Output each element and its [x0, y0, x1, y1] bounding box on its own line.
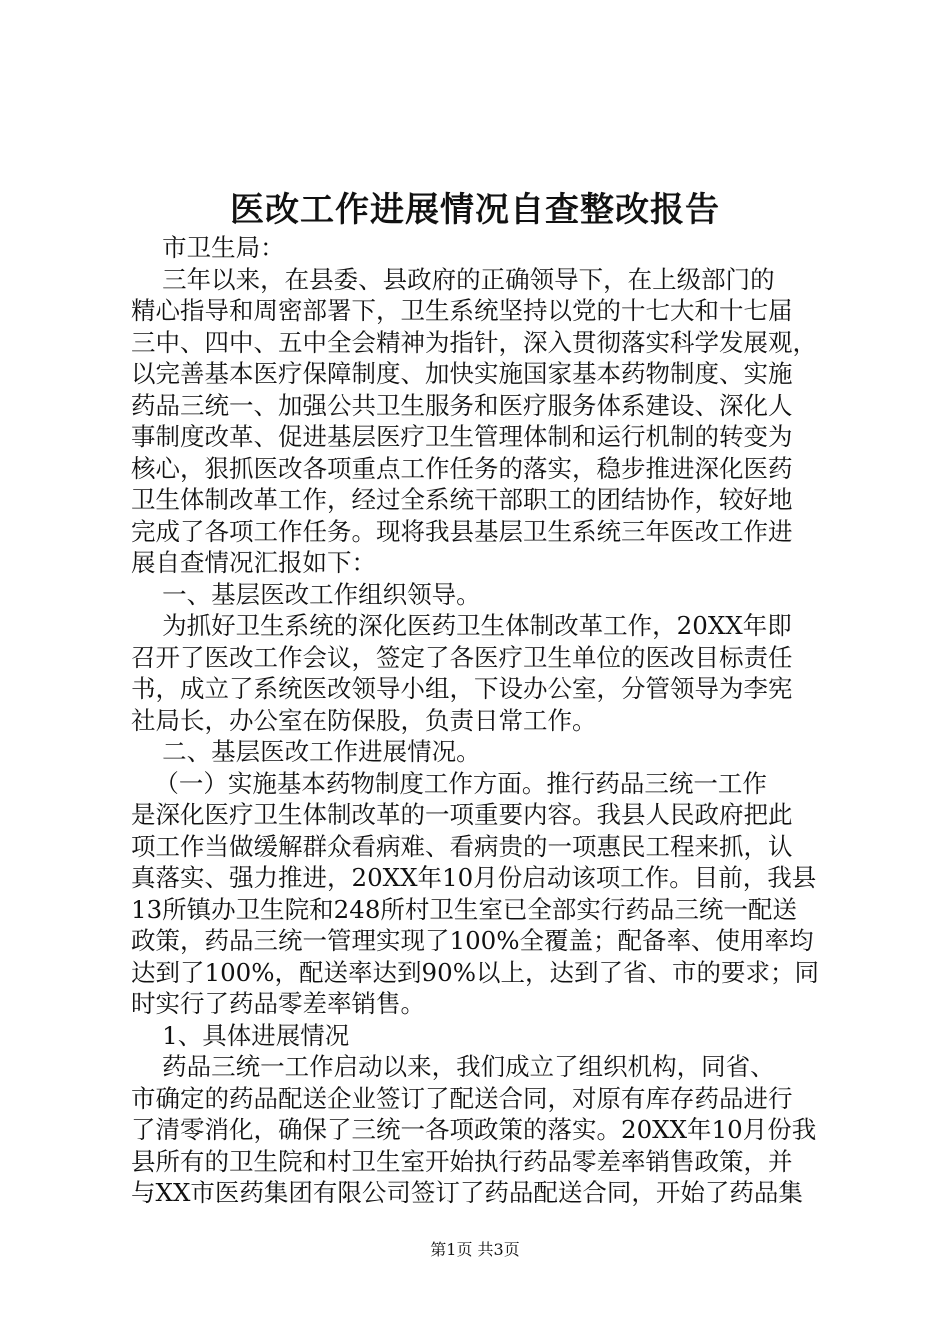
body-text-line: 三年以来，在县委、县政府的正确领导下，在上级部门的: [131, 264, 775, 294]
page-number-footer: 第1页 共3页: [430, 1240, 520, 1259]
document-title: 医改工作进展情况自查整改报告: [230, 190, 720, 230]
body-text-line: 政策，药品三统一管理实现了100%全覆盖；配备率、使用率均: [131, 926, 814, 955]
body-text-line: 市确定的药品配送企业签订了配送合同，对原有库存药品进行: [131, 1083, 793, 1113]
body-text-line: 二、基层医改工作进展情况。: [131, 737, 481, 766]
body-text-line: 县所有的卫生院和村卫生室开始执行药品零差率销售政策，并: [131, 1146, 793, 1176]
body-text-line: 与XX市医药集团有限公司签订了药品配送合同，开始了药品集: [131, 1178, 803, 1207]
body-text-line: （一）实施基本药物制度工作方面。推行药品三统一工作: [131, 768, 767, 798]
body-text-line: 达到了100%，配送率达到90%以上，达到了省、市的要求；同: [131, 957, 819, 987]
body-text-line: 真落实、强力推进，20XX年10月份启动该项工作。目前，我县: [131, 863, 817, 892]
body-text-line: 完成了各项工作任务。现将我县基层卫生系统三年医改工作进: [131, 516, 793, 546]
body-text-line: 社局长，办公室在防保股，负责日常工作。: [131, 705, 597, 735]
body-text-line: 事制度改革、促进基层医疗卫生管理体制和运行机制的转变为: [131, 422, 793, 451]
body-text-line: 一、基层医改工作组织领导。: [131, 579, 481, 609]
body-text-line: 药品三统一、加强公共卫生服务和医疗服务体系建设、深化人: [131, 390, 793, 420]
body-text-line: 卫生体制改革工作，经过全系统干部职工的团结协作，较好地: [131, 485, 793, 514]
body-text-line: 以完善基本医疗保障制度、加快实施国家基本药物制度、实施: [131, 359, 793, 388]
body-text-line: 是深化医疗卫生体制改革的一项重要内容。我县人民政府把此: [131, 800, 793, 829]
body-text-line: 核心，狠抓医改各项重点工作任务的落实，稳步推进深化医药: [131, 453, 793, 483]
body-text-line: 书，成立了系统医改领导小组，下设办公室，分管领导为李宪: [131, 674, 793, 703]
body-text-line: 市卫生局：: [131, 233, 285, 262]
body-text-line: 1、具体进展情况: [131, 1020, 350, 1050]
body-text-line: 展自查情况汇报如下：: [131, 548, 376, 577]
document-body: [131, 232, 831, 1209]
body-text-line: 13所镇办卫生院和248所村卫生室已全部实行药品三统一配送: [131, 894, 797, 924]
body-text-line: 药品三统一工作启动以来，我们成立了组织机构，同省、: [131, 1052, 775, 1081]
body-text-line: 了清零消化，确保了三统一各项政策的落实。20XX年10月份我: [131, 1115, 817, 1144]
body-text-line: 三中、四中、五中全会精神为指针，深入贯彻落实科学发展观，: [131, 327, 817, 357]
body-text-line: 时实行了药品零差率销售。: [131, 989, 425, 1018]
body-text-line: 召开了医改工作会议，签定了各医疗卫生单位的医改目标责任: [131, 642, 793, 672]
body-text-line: 项工作当做缓解群众看病难、看病贵的一项惠民工程来抓，认: [131, 831, 793, 861]
body-text-line: 为抓好卫生系统的深化医药卫生体制改革工作，20XX年即: [131, 611, 792, 640]
body-text-line: 精心指导和周密部署下，卫生系统坚持以党的十七大和十七届: [131, 296, 793, 325]
